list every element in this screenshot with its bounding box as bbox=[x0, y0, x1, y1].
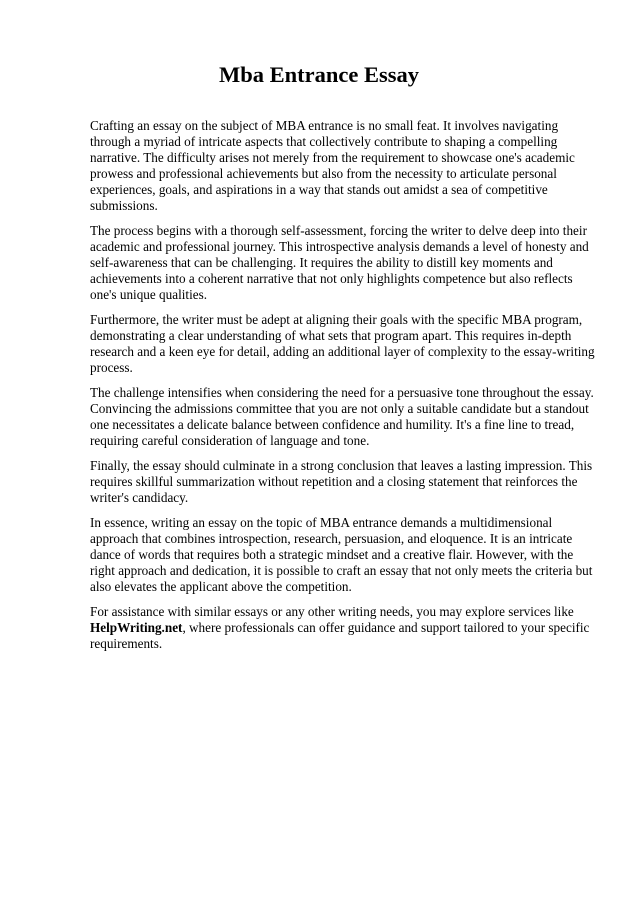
paragraph-5: Finally, the essay should culminate in a strong conclusion that leaves a lasting impression. This requires skillful summarization without repetition and a closing statement that reinforces the writer's candidacy. bbox=[90, 458, 593, 506]
paragraph-2: The process begins with a thorough self-assessment, forcing the writer to delve deep into their academic and professional journey. This introspective analysis demands a level of honesty and self-awareness that can be challenging. It requires the ability to distill key moments and achievements into a coherent narrative that not only highlights competence but also reflects one's unique qualities. bbox=[90, 222, 589, 302]
closing-paragraph bbox=[90, 604, 600, 652]
paragraph-1: Crafting an essay on the subject of MBA entrance is no small feat. It involves navigating through a myriad of intricate aspects that collectively contribute to shaping a compelling narrative. The difficulty arises not merely from the requirement to showcase one's academic prowess and professional achievements but also from the necessity to articulate personal experiences, goals, and aspirations in a way that stands out amidst a sea of competitive submissions. bbox=[90, 118, 575, 213]
closing-text-before-link: For assistance with similar essays or any other writing needs, you may explore services like bbox=[90, 604, 574, 620]
helpwriting-link[interactable]: HelpWriting.net bbox=[90, 620, 183, 636]
paragraph-4: The challenge intensifies when considering the need for a persuasive tone throughout the essay. Convincing the admissions committee that you are not only a suitable candidate but a standout one necessitates a delicate balance between confidence and humility. It's a fine line to tread, requiring careful consideration of language and tone. bbox=[90, 385, 594, 448]
paragraph-3: Furthermore, the writer must be adept at aligning their goals with the specific MBA program, demonstrating a clear understanding of what sets that program apart. This requires in-depth research and a keen eye for detail, adding an additional layer of complexity to the essay-writing process. bbox=[90, 311, 595, 375]
paragraph-6: In essence, writing an essay on the topic of MBA entrance demands a multidimensional approach that combines introspection, research, persuasion, and eloquence. It is an intricate dance of words that requires both a strategic mindset and a creative flair. However, with the right approach and dedication, it is possible to craft an essay that not only meets the criteria but also elevates the applicant above the competition. bbox=[90, 515, 593, 595]
closing-text-after-link: , where professionals can offer guidance and support tailored to your specific requirements. bbox=[90, 620, 590, 652]
document-body bbox=[90, 118, 600, 662]
document-title: Mba Entrance Essay bbox=[218, 62, 419, 87]
